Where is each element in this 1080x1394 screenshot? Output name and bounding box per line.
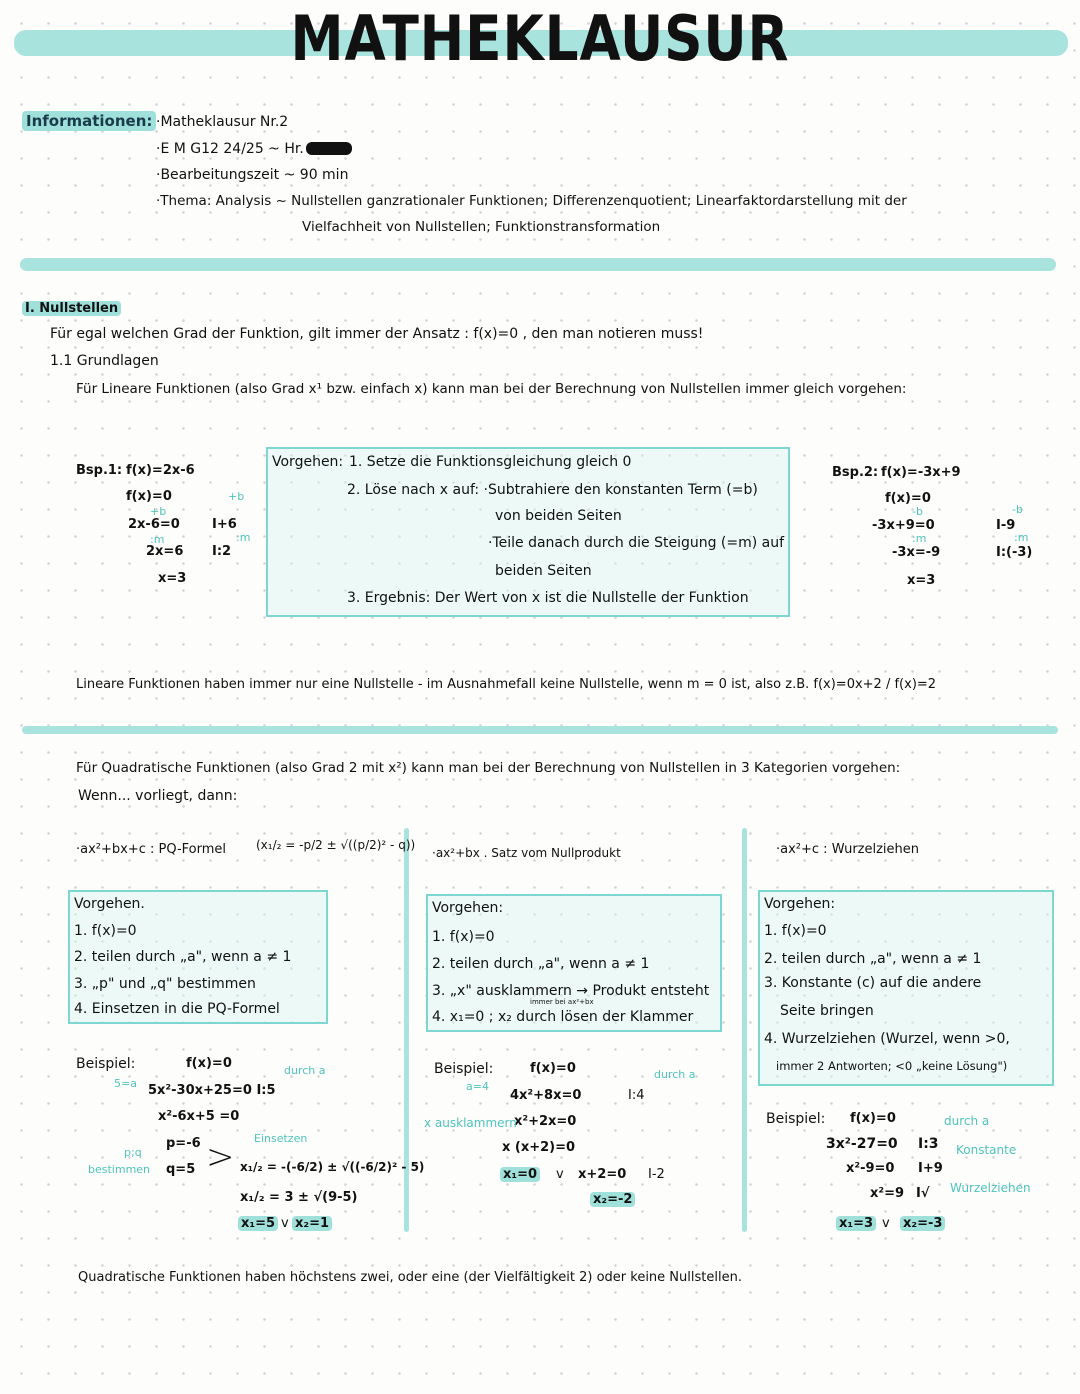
bsp2-op-2: I:(-3)	[996, 545, 1033, 560]
info-line-3: ·Bearbeitungszeit ~ 90 min	[156, 167, 349, 183]
col1-bsp-label: Beispiel:	[76, 1056, 136, 1072]
col3-vorgehen-0: Vorgehen:	[764, 896, 836, 912]
col1-line-1: 5x²-30x+25=0 I:5	[148, 1083, 276, 1098]
bsp1-ann-2: +b	[150, 505, 167, 518]
col1-vorgehen-3: 3. „p" und „q" bestimmen	[74, 976, 256, 992]
col1-vorgehen-2: 2. teilen durch „a", wenn a ≠ 1	[74, 949, 292, 965]
col3-vorgehen-1: 1. f(x)=0	[764, 923, 827, 939]
col3-header: ·ax²+c : Wurzelziehen	[776, 842, 920, 857]
col2-line-0: f(x)=0	[530, 1061, 576, 1076]
col3-vorgehen-5: 4. Wurzelziehen (Wurzel, wenn >0,	[764, 1031, 1010, 1047]
col2-ann-a: a=4	[466, 1080, 489, 1093]
col3-ann-wurzelziehen: Wurzelziehen	[950, 1181, 1031, 1195]
col1-ann-bestimmen: bestimmen	[88, 1163, 151, 1176]
col1-ann-a: 5=a	[114, 1077, 137, 1090]
bsp1-line-3: 2x=6	[146, 544, 184, 559]
col3-bsp-label: Beispiel:	[766, 1111, 826, 1127]
col2-ann-durch-a: durch a	[654, 1068, 696, 1081]
col1-line-3: p=-6	[166, 1136, 201, 1151]
col3-root-1: x₁=3	[836, 1216, 876, 1231]
col1-line-0: f(x)=0	[186, 1056, 232, 1071]
col3-ann-konstante: Konstante	[956, 1143, 1017, 1157]
column-divider-2	[742, 828, 747, 1232]
col1-header: ·ax²+bx+c : PQ-Formel	[76, 842, 227, 857]
col3-line-1: 3x²-27=0	[826, 1136, 898, 1152]
vorgehen-linear-label: Vorgehen:	[272, 454, 344, 470]
col2-root-1: x₁=0	[500, 1167, 540, 1182]
col2-vorgehen-0: Vorgehen:	[432, 900, 504, 916]
col2-line-2: I:4	[628, 1088, 645, 1103]
linear-summary: Lineare Funktionen haben immer nur eine Nullstelle - im Ausnahmefall keine Nullstelle, wenn m = 0 ist, also z.B. f(x)=0x+2 / f(x)=2	[76, 677, 937, 692]
col3-vorgehen-4: Seite bringen	[780, 1003, 874, 1019]
col2-line-1: 4x²+8x=0	[510, 1088, 582, 1103]
bsp2-op-1: I-9	[996, 518, 1016, 533]
col1-line-5: x₁/₂ = -(-6/2) ± √((-6/2)² - 5)	[240, 1160, 425, 1174]
divider-band-2	[22, 726, 1058, 734]
col3-line-3: x²-9=0	[846, 1161, 895, 1176]
col1-vorgehen-4: 4. Einsetzen in die PQ-Formel	[74, 1001, 280, 1017]
quad-summary: Quadratische Funktionen haben höchstens zwei, oder eine (der Vielfältigkeit 2) oder keine Nullstellen.	[78, 1270, 742, 1285]
section-heading: I. Nullstellen	[22, 301, 121, 316]
col1-line-6: x₁/₂ = 3 ± √(9-5)	[240, 1190, 358, 1205]
bsp1-op-1: I+6	[212, 517, 237, 532]
col2-bsp-label: Beispiel:	[434, 1061, 494, 1077]
bsp2-label: Bsp.2:	[832, 465, 879, 480]
bsp2-ann-1: -b	[1012, 503, 1023, 516]
bsp2-line-3: -3x=-9	[892, 545, 941, 560]
info-line-5: Vielfachheit von Nullstellen; Funktionstransformation	[302, 219, 661, 235]
info-line-4: ·Thema: Analysis ~ Nullstellen ganzrationaler Funktionen; Differenzenquotient; Linearfaktordarstellung mit der	[156, 193, 907, 209]
col2-root-2: x₂=-2	[590, 1192, 635, 1207]
col1-arrow-icon: >	[206, 1137, 235, 1177]
col1-root-1: x₁=5	[238, 1216, 278, 1231]
bsp1-label: Bsp.1:	[76, 463, 123, 478]
col3-root-2: x₂=-3	[900, 1216, 945, 1231]
bsp1-line-1: f(x)=0	[126, 489, 172, 504]
bsp1-function: f(x)=2x-6	[126, 463, 195, 478]
col3-vorgehen-3: 3. Konstante (c) auf die andere	[764, 975, 982, 991]
col2-vorgehen-4: 4. x₁=0 ; x₂ durch lösen der Klammer	[432, 1009, 694, 1025]
col2-line-7: x+2=0	[578, 1167, 627, 1182]
bsp2-line-2: -3x+9=0	[872, 518, 935, 533]
pq-formula: (x₁/₂ = -p/2 ± √((p/2)² - q))	[256, 838, 416, 852]
vorgehen-linear-step-3: 3. Ergebnis: Der Wert von x ist die Nullstelle der Funktion	[347, 590, 749, 606]
info-label: Informationen:	[22, 112, 156, 130]
col2-line-3: x²+2x=0	[514, 1114, 577, 1129]
bsp2-function: f(x)=-3x+9	[881, 465, 961, 480]
subsection-heading: 1.1 Grundlagen	[50, 353, 159, 369]
col1-vorgehen-1: 1. f(x)=0	[74, 923, 137, 939]
col3-line-4: I+9	[918, 1161, 943, 1176]
page-title: MATHEKLAUSUR	[290, 2, 790, 75]
bsp1-ann-4: :m	[150, 533, 165, 546]
quad-intro-1: Für Quadratische Funktionen (also Grad 2 mit x²) kann man bei der Berechnung von Nullstellen in 3 Kategorien vorgehen:	[76, 760, 901, 776]
col2-vorgehen-note: immer bei ax²+bx	[530, 998, 594, 1006]
col3-line-2: I:3	[918, 1136, 939, 1152]
linear-intro: Für Lineare Funktionen (also Grad x¹ bzw. einfach x) kann man bei der Berechnung von Nullstellen immer gleich vorgehen:	[76, 381, 907, 397]
section-intro: Für egal welchen Grad der Funktion, gilt immer der Ansatz : f(x)=0 , den man notieren muss!	[50, 326, 704, 342]
col3-line-0: f(x)=0	[850, 1111, 896, 1126]
bsp2-line-4: x=3	[907, 573, 936, 588]
divider-band-1	[20, 258, 1056, 271]
col1-root-2: x₂=1	[292, 1216, 332, 1231]
col1-or: v	[281, 1216, 289, 1231]
bsp2-line-1: f(x)=0	[885, 491, 931, 506]
col3-line-6: I√	[916, 1186, 930, 1201]
redaction-bar	[306, 142, 352, 155]
col3-line-5: x²=9	[870, 1186, 905, 1201]
col1-ann-durch-a: durch a	[284, 1064, 326, 1077]
col2-line-8: I-2	[648, 1167, 665, 1182]
col3-ann-durch-a: durch a	[944, 1114, 990, 1128]
col2-vorgehen-1: 1. f(x)=0	[432, 929, 495, 945]
bsp1-op-2: I:2	[212, 544, 232, 559]
col2-ann-ausklammern: x ausklammern	[424, 1116, 517, 1130]
bsp1-line-2: 2x-6=0	[128, 517, 180, 532]
bsp1-line-4: x=3	[158, 571, 187, 586]
col3-vorgehen-6: immer 2 Antworten; <0 „keine Lösung")	[776, 1059, 1008, 1073]
bsp1-ann-1: +b	[228, 490, 245, 503]
col1-line-2: x²-6x+5 =0	[158, 1109, 240, 1124]
col1-ann-pq: p;q	[124, 1146, 142, 1159]
col1-line-4: q=5	[166, 1162, 196, 1177]
col2-header: ·ax²+bx . Satz vom Nullprodukt	[432, 846, 621, 860]
col2-line-4: x (x+2)=0	[502, 1140, 576, 1155]
col2-or: v	[556, 1167, 564, 1182]
vorgehen-linear-step-2c: ·Teile danach durch die Steigung (=m) auf	[488, 535, 785, 551]
bsp2-ann-3: :m	[1014, 531, 1029, 544]
info-line-2: ·E M G12 24/25 ~ Hr.	[156, 141, 352, 157]
col3-or: v	[882, 1216, 890, 1231]
vorgehen-linear-step-2d: beiden Seiten	[495, 563, 592, 579]
vorgehen-linear-step-1: 1. Setze die Funktionsgleichung gleich 0	[349, 454, 632, 470]
bsp2-ann-2: -b	[912, 505, 923, 518]
col3-vorgehen-2: 2. teilen durch „a", wenn a ≠ 1	[764, 951, 982, 967]
col1-vorgehen-0: Vorgehen.	[74, 896, 145, 912]
col1-ann-einsetzen: Einsetzen	[254, 1132, 308, 1145]
vorgehen-linear-step-2a: 2. Löse nach x auf: ·Subtrahiere den konstanten Term (=b)	[347, 482, 758, 498]
vorgehen-linear-step-2b: von beiden Seiten	[495, 508, 622, 524]
col2-vorgehen-3: 3. „x" ausklammern → Produkt entsteht	[432, 983, 710, 999]
bsp2-ann-4: :m	[912, 532, 927, 545]
col2-vorgehen-2: 2. teilen durch „a", wenn a ≠ 1	[432, 956, 650, 972]
info-line-1: ·Matheklausur Nr.2	[156, 114, 289, 130]
bsp1-ann-3: :m	[236, 531, 251, 544]
quad-intro-2: Wenn... vorliegt, dann:	[78, 788, 238, 804]
